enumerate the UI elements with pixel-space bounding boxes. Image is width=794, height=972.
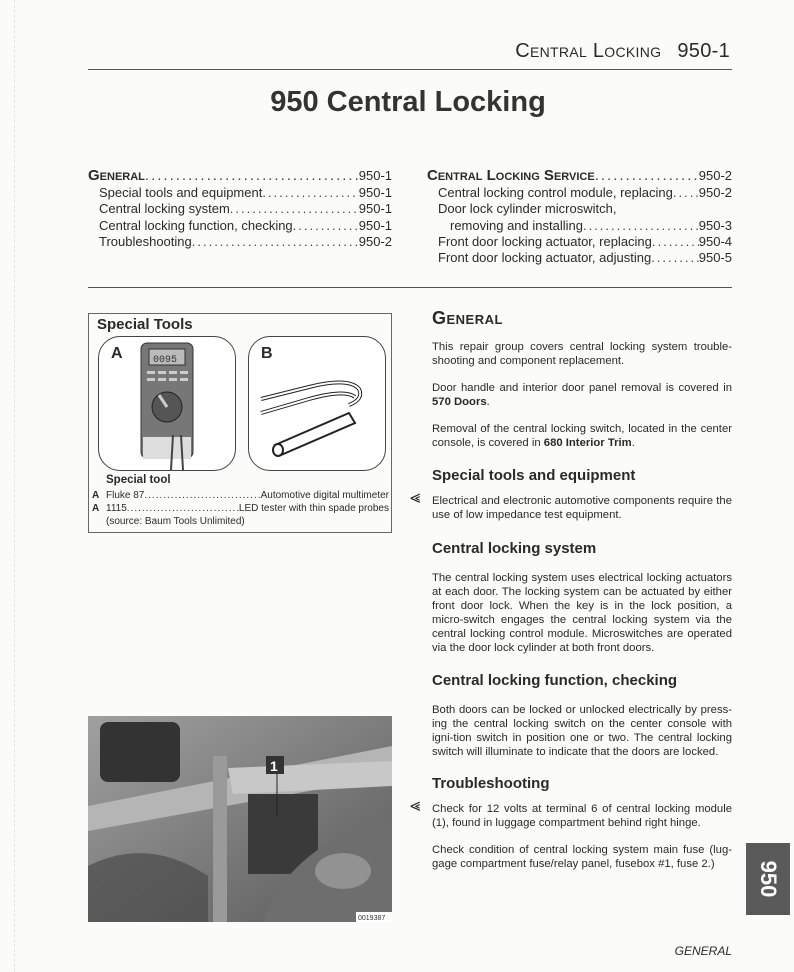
toc-entry[interactable] [88,201,392,217]
panel-letter-b: B [261,345,273,362]
toc-entry-label: Central locking system [99,201,230,217]
binding-edge [0,0,15,972]
tool-panel-a [98,336,236,471]
header-rule [88,69,732,70]
toc-entry-page: 950-1 [358,185,392,201]
toc-leader [652,234,699,250]
special-tool-item [92,489,389,502]
photo-image-number: 0019387 [358,915,386,922]
doors-reference: 570 Doors [432,396,487,408]
general-paragraph-3: Removal of the central locking switch, located in the center console, is covered in 680 Interior Trim. [432,423,732,449]
function-heading: Central locking function, checking [432,672,678,689]
toc-entry-label: Central locking function, checking [99,217,293,233]
general-text [432,340,732,450]
toc-entry-label: Front door locking actuator, replacing [438,233,652,249]
caution-arrow-icon: ⪡ [410,795,421,815]
running-header [515,40,730,63]
toc-leader [583,218,699,234]
special-tools-box [88,313,392,533]
running-footer: GENERAL [674,944,732,958]
toc-leader [192,234,359,250]
toc-entry[interactable] [427,201,732,217]
troubleshooting-heading: Troubleshooting [432,775,550,792]
troubleshooting-text [432,802,732,871]
section-tab [746,843,790,915]
tool-panel-b [248,336,386,471]
special-tool-list [92,489,389,528]
tool-description: Automotive digital multimeter [260,490,389,501]
toc-entry-page: 950-1 [358,168,392,183]
tool-name: 1115 [106,503,127,514]
toc-entry[interactable] [88,234,392,250]
toc-entry[interactable] [88,218,392,234]
panel-letter-a: A [111,345,123,362]
toc-entry-page: 950-1 [358,217,392,233]
toc-entry[interactable] [427,234,732,250]
meter-display: 0095 [153,355,178,366]
toc-entry-page: 950-5 [698,250,732,266]
system-text: The central locking system uses electrical locking actuators at each door. The locking system can be actuated by either front door lock. When the key is in the lock position, a micro-switch engages the central locking system via the central locking control module. Microswitches are operated via the door lock cylinder at both front doors. [432,572,732,654]
section-tab-label: 950 [756,860,781,898]
toc-entry-label: Central locking control module, replacing [438,185,673,201]
toc-entry-page: 950-2 [358,233,392,249]
toc-entry[interactable] [427,218,732,234]
tool-letter: A [92,503,100,514]
tool-leader [127,502,239,515]
tool-source: (source: Baum Tools Unlimited) [106,516,245,527]
toc-entry[interactable] [88,168,392,184]
page-title: 950 Central Locking [270,86,546,118]
tool-name: Fluke 87 [106,490,145,501]
header-page-number: 950-1 [677,40,730,62]
special-tool-item [92,502,389,515]
toc-entry-label: removing and installing [450,217,583,233]
system-heading: Central locking system [432,540,597,557]
toc-left [88,168,392,250]
general-paragraph-1: This repair group covers central locking system trouble-shooting and component replacement. [432,341,732,367]
luggage-compartment-photo [88,716,392,922]
tool-letter: A [92,490,100,501]
function-text: Both doors can be locked or unlocked electrically by press-ing the central locking switch on the center console with igni-tion switch in position one or two. The central locking switch will illuminate to indicate that the doors are locked. [432,704,732,758]
interior-trim-reference: 680 Interior Trim [543,437,632,449]
module-location-photo [88,716,392,922]
special-equipment-text: Electrical and electronic automotive components require the use of low impedance test equipment. [432,495,732,521]
special-tools-title: Special Tools [97,316,193,333]
troubleshooting-paragraph-2: Check condition of central locking system main fuse (lug-gage compartment fuse/relay panel, fusebox #1, fuse 2.) [432,844,732,870]
toc-leader [595,168,699,184]
toc-entry[interactable] [427,185,732,201]
photo-callout-1: 1 [270,758,278,774]
toc-entry-page: 950-4 [698,233,732,249]
toc-entry-label: General [88,168,145,184]
toc-entry-page: 950-1 [358,201,392,217]
header-section: Central Locking [515,40,662,62]
tool-leader [144,489,260,502]
toc-rule [88,287,732,288]
caution-arrow-icon: ⪡ [410,487,421,507]
toc-entry-label: Door lock cylinder microswitch, [438,201,617,217]
toc-leader [230,201,359,217]
troubleshooting-paragraph-1: Check for 12 volts at terminal 6 of central locking module (1), found in luggage compartment behind right hinge. [432,803,732,829]
toc-entry[interactable] [427,250,732,266]
toc-entry-page: 950-2 [698,168,732,183]
toc-leader [673,185,699,201]
toc-leader [145,168,359,184]
toc-entry-label: Troubleshooting [99,233,192,249]
special-tool-caption: Special tool [106,474,171,486]
toc-leader [262,185,358,201]
general-heading: General [432,308,503,328]
toc-entry[interactable] [427,168,732,184]
toc-leader [651,250,699,266]
special-equipment-heading: Special tools and equipment [432,467,636,484]
toc-right [427,168,732,266]
toc-entry-label: Front door locking actuator, adjusting [438,250,652,266]
toc-entry-label: Special tools and equipment [99,185,263,201]
toc-entry[interactable] [88,185,392,201]
toc-entry-label: Central Locking Service [427,168,595,184]
toc-entry-page: 950-2 [698,185,732,201]
toc-leader [293,218,359,234]
tool-description: LED tester with thin spade probes [238,503,389,514]
toc-entry-page: 950-3 [698,217,732,233]
general-paragraph-2: Door handle and interior door panel removal is covered in 570 Doors. [432,382,732,408]
